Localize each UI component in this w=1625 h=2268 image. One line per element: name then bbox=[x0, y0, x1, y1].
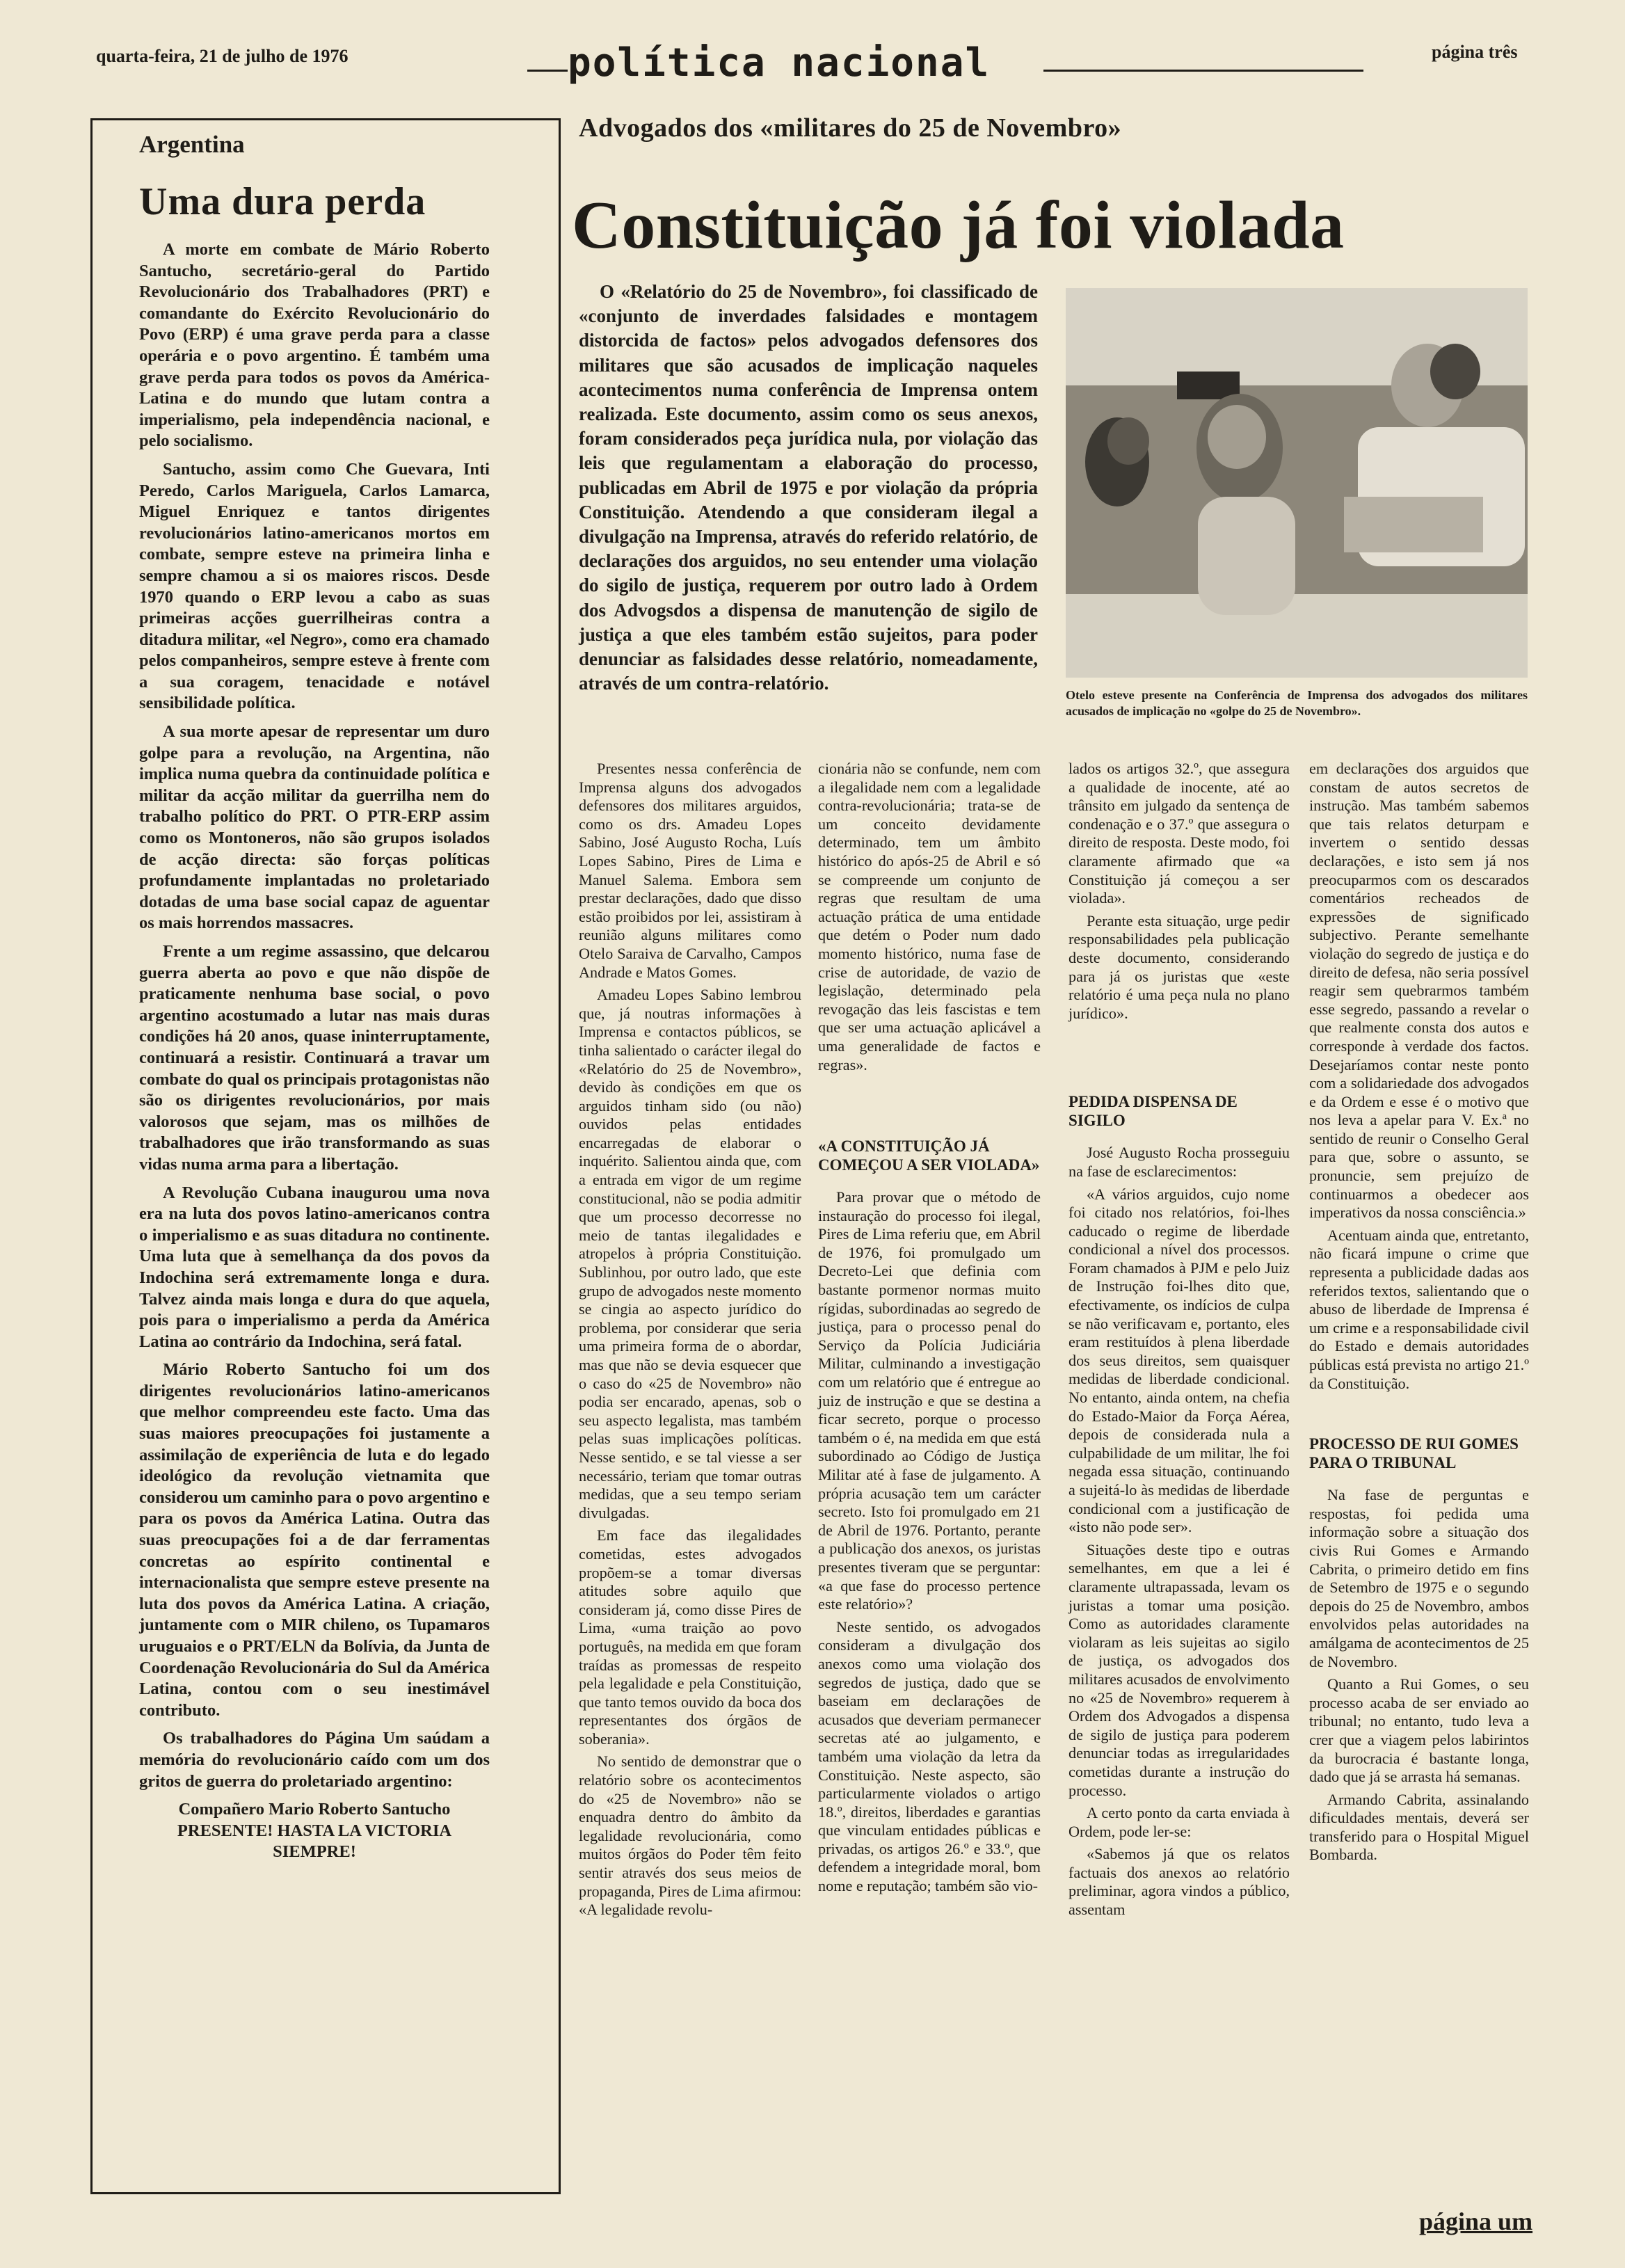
page-label: página três bbox=[1432, 42, 1518, 62]
col4-paragraph: Na fase de perguntas e respostas, foi pedida uma informação sobre a situação dos civis Rui Gomes e Armando Cabrita, o primeiro detido em fins de Setembro de 1975 e o segundo depois do 25 de Novembro, ambos envolvidos pelas autoridades na amálgama de acontecimentos de 25 de Novembro. bbox=[1309, 1486, 1529, 1670]
article-column-1 bbox=[579, 760, 801, 1924]
col3-subheading: PEDIDA DISPENSA DE SIGILO bbox=[1068, 1093, 1238, 1130]
col2-paragraph: cionária não se confunde, nem com a ilegalidade nem com a legalidade contra-revolucionária; trata-se de um conceito devidamente determinado, tem um âmbito histórico do após-25 de Abril e só se compreende um conjunto de regras que resultam de uma actuação prática de uma entidade que detém o Poder num dado momento histórico, numa fase de crise de autoridade, de vazio de legislação, determinado pela revogação das leis fascistas e tem que ser uma actuação aplicável a uma generalidade de factos e regras». bbox=[818, 760, 1041, 1073]
article-kicker: Advogados dos «militares do 25 de Novembro» bbox=[579, 113, 1122, 143]
col1-paragraph: Em face das ilegalidades cometidas, estes advogados propõem-se a tomar diversas atitudes sobre aquilo que consideram já, como disse Pires de Lima, «uma traição ao povo português, na medida em que foram traídas as promessas de respeito pela legalidade e pela Constituição, que tanto temos ouvido da boca dos representantes dos órgãos de soberania». bbox=[579, 1526, 801, 1748]
col4-paragraph: em declarações dos arguidos que constam de autos secretos de instrução. Mas também sabemos que tais relatos deturpam e invertem o sentido dessas declarações, e isto sem já nos preocuparmos com os descarados comentários recheados de expressões de significado subjectivo. Perante semelhante violação do segredo de justiça e do direito de defesa, não seria possível reagir sem quebrarmos também esse segredo, passando a revelar o que realmente consta dos autos e corresponde à verdade dos factos. Desejaríamos contar neste ponto com a solidariedade dos advogados e da Ordem e esse é o motivo que nos leva a apelar para V. Ex.ª no sentido de reunir o Conselho Geral para que, sobre o assunto, se pronuncie, sem prejuízo de continuarmos a obedecer aos imperativos da nossa consciência.» bbox=[1309, 760, 1529, 1222]
sidebar-paragraph: A Revolução Cubana inaugurou uma nova era na luta dos povos latino-americanos contra o imperialismo e as suas ditadura no continente. Uma luta que à semelhança da dos povos da Indochina será extremamente longa e dura. Talvez ainda mais longa e dura do que aquela, pois para o imperialismo a perda da América Latina ao contrário da Indochina, será fatal. bbox=[139, 1183, 490, 1351]
footer-brand: página um bbox=[1419, 2207, 1533, 2235]
photo-illustration bbox=[1066, 288, 1528, 678]
col4-paragraph: Quanto a Rui Gomes, o seu processo acaba de ser enviado ao tribunal; no entanto, tudo leva a crer que a viagem pelos labirintos da burocracia é bastante longa, dado que já se arrasta há semanas. bbox=[1309, 1675, 1529, 1786]
article-photo bbox=[1066, 288, 1528, 678]
sidebar-paragraph: A sua morte apesar de representar um duro golpe para a revolução, na Argentina, não implica numa quebra da continuidade política e militar da acção militar da guerrilha nem do trabalho político do PRT. O PTR-ERP assim como os Montoneros, não são grupos isolados de acção directa: são forças políticas profundamente implantadas no proletariado dotadas de uma base social capaz de aguentar os mais horrendos massacres. bbox=[139, 722, 490, 933]
header-rule-right bbox=[1043, 70, 1363, 72]
col3-paragraph: Situações deste tipo e outras semelhantes, em que a lei é claramente ultrapassada, levam os juristas a tomar uma posição. Como as autoridades claramente violaram as leis sujeitas ao sigilo de justiça, os advogados dos militares acusados de envolvimento no «25 de Novembro» requerem à Ordem dos Advogados a dispensa de sigilo de justiça para poderem denunciar todas as irregularidades cometidas durante a instrução do processo. bbox=[1068, 1540, 1290, 1799]
col2-paragraph: Para provar que o método de instauração do processo foi ilegal, Pires de Lima referiu que, em Abril de 1976, foi promulgado um Decreto-Lei que definia com bastante pormenor normas muito rígidas, subordinadas ao segredo de justiça, para o processo penal do Serviço da Polícia Judiciária Militar, culminando a investigação com um relatório que é entregue ao juiz de instrução e que se destina a ficar secreto, porque o processo também o é, na medida em que está subordinado ao Código de Justiça Militar até à fase de julgamento. A própria acusação tem um carácter secreto. Isto foi promulgado em 21 de Abril de 1976. Portanto, perante a publicação dos anexos, os juristas presentes tiveram que se perguntar: «a que fase do processo pertence este relatório»? bbox=[818, 1188, 1041, 1613]
header-rule-left bbox=[527, 70, 568, 72]
sidebar-closing: Compañero Mario Roberto Santucho PRESENTE! HASTA LA VICTORIA SIEMPRE! bbox=[177, 1800, 452, 1862]
sidebar-paragraph: Frente a um regime assassino, que delcarou guerra aberta ao povo e que não dispõe de praticamente nenhuma base social, o povo argentino acostumado a lutar nas mais duras condições há 20 anos, quase ininterruptamente, continuará a resistir. Continuará a travar um combate do qual os principais protagonistas não são os dirigentes revolucionários, por mais valorosos que sejam, mas os milhões de trabalhadores que irão transformando as suas vidas numa arma para a libertação. bbox=[139, 942, 490, 1174]
photo-caption: Otelo esteve presente na Conferência de Imprensa dos advogados dos militares acusados de implicação no «golpe do 25 de Novembro». bbox=[1066, 688, 1528, 718]
col2-paragraph: Neste sentido, os advogados consideram a divulgação dos anexos como uma violação dos segredos de justiça, dado que se baseiam em declarações de acusados que deveriam permanecer secretas até ao julgamento, e também uma violação da letra da Constituição. Neste aspecto, são particularmente violados o artigo 18.º, direitos, liberdades e garantias que vinculam entidades públicas e privadas, os artigos 26.º e 33.º, que defendem a integridade moral, bom nome e reputação; também são vio- bbox=[818, 1618, 1041, 1895]
article-lead bbox=[579, 280, 1038, 696]
section-title: política nacional bbox=[568, 40, 991, 86]
sidebar-paragraph: Santucho, assim como Che Guevara, Inti Peredo, Carlos Mariguela, Carlos Lamarca, Miguel Enriquez e tantos dirigentes revolucionários latino-americanos mortos em combate, sempre esteve na primeira linha e sempre chamou a si os maiores riscos. Desde 1970 quando o ERP levou a cabo as suas primeiras acções guerrilheiras contra a ditadura militar, «el Negro», como era chamado pelos companheiros, sempre esteve à frente com a sua coragem, tenacidade e notável sensibilidade política. bbox=[139, 459, 490, 713]
col2-subheading: «A CONSTITUIÇÃO JÁ COMEÇOU A SER VIOLADA» bbox=[818, 1137, 1040, 1174]
col3-paragraph: lados os artigos 32.º, que assegura a qualidade de inocente, até ao trânsito em julgado da sentença de condenação e o 37.º que assegura o direito de resposta. Deste modo, foi claramente afirmado que «a Constituição já começou a ser violada». bbox=[1068, 760, 1290, 907]
sidebar-paragraph: A morte em combate de Mário Roberto Santucho, secretário-geral do Partido Revolucionário dos Trabalhadores (PRT) e comandante do Exército Revolucionário do Povo (ERP) é uma grave perda para a classe operária e o povo argentino. É também uma grave perda para todos os povos da América-Latina e do mundo que lutam contra a imperialismo, pela independência nacional, e pelo socialismo. bbox=[139, 240, 490, 451]
article-headline: Constituição já foi violada bbox=[572, 188, 1345, 263]
col3-paragraph: A certo ponto da carta enviada à Ordem, pode ler-se: bbox=[1068, 1804, 1290, 1840]
sidebar-body bbox=[139, 239, 490, 1870]
sidebar-paragraph: Mário Roberto Santucho foi um dos dirigentes revolucionários latino-americanos que melhor compreendeu este facto. Uma das suas maiores preocupações foi justamente a assimilação de experiência de luta e do legado ideológico da revolução vietnamita que considerou um caminho para o povo argentino e para os povos da América Latina. Outra das suas preocupações foi a de dar ferramentas concretas ao espírito continental e internacionalista que sempre esteve presente na luta dos povos da América Latina. A criação, juntamente com o MIR chileno, os Tupamaros uruguaios e o PRT/ELN da Bolívia, da Junta de Coordenação Revolucionária do Sul da América Latina, contou com o seu inestimável contributo. bbox=[139, 1360, 490, 1720]
col4-paragraph: Armando Cabrita, assinalando dificuldades mentais, deverá ser transferido para o Hospital Miguel Bombarda. bbox=[1309, 1790, 1529, 1864]
col3-paragraph: Perante esta situação, urge pedir responsabilidades pela publicação deste documento, considerando para já os juristas que «este relatório é uma peça nula no plano jurídico». bbox=[1068, 911, 1290, 1022]
col1-paragraph: No sentido de demonstrar que o relatório sobre os acontecimentos do «25 de Novembro» não se enquadra dentro do âmbito da legalidade revolucionária, como muitos órgãos do Poder têm feito sentir através dos seus meios de propaganda, Pires de Lima afirmou: «A legalidade revolu- bbox=[579, 1752, 801, 1919]
article-column-3 bbox=[1068, 760, 1290, 1924]
sidebar-kicker: Argentina bbox=[139, 131, 245, 158]
col4-paragraph: Acentuam ainda que, entretanto, não ficará impune o crime que representa a publicidade dadas aos referidos textos, salientando que o abuso de liberdade de Imprensa é um crime e a responsabilidade civil do Estado e demais autoridades públicas está prevista no artigo 21.º da Constituição. bbox=[1309, 1226, 1529, 1392]
col3-paragraph: José Augusto Rocha prosseguiu na fase de esclarecimentos: bbox=[1068, 1144, 1290, 1180]
header-date: quarta-feira, 21 de julho de 1976 bbox=[96, 46, 349, 66]
col1-paragraph: Presentes nessa conferência de Imprensa alguns dos advogados defensores dos militares arguidos, como os drs. Amadeu Lopes Sabino, José Augusto Rocha, Luís Lopes Sabino, Pires de Lima e Manuel Salema. Embora sem prestar declarações, dado que disso estão proibidos por lei, assistiram à reunião alguns militares como Otelo Saraiva de Carvalho, Campos Andrade e Matos Gomes. bbox=[579, 760, 801, 981]
article-column-2 bbox=[818, 760, 1041, 1900]
col1-paragraph: Amadeu Lopes Sabino lembrou que, já noutras informações à Imprensa e contactos públicos, se tinha salientado o carácter ilegal do «Relatório do 25 de Novembro», devido às condições em que os arguidos tinham sido (ou não) ouvidos pelas entidades encarregadas de elaborar o inquérito. Salientou ainda que, com a entrada em vigor de um regime constitucional, não se podia admitir que um processo decorresse no meio de tantas ilegalidades e atropelos à própria Constituição. Sublinhou, por outro lado, que este grupo de advogados neste momento se cingia ao aspecto jurídico do problema, por considerar que seria uma primeira forma de o abordar, mas que não se devia esquecer que o caso do «25 de Novembro» não podia ser encarado, apenas, sob o seu aspecto legalista, mas também pelas suas implicações políticas. Nesse sentido, e se tal viesse a ser necessário, teriam que tomar outras medidas, que a seu tempo seriam divulgadas. bbox=[579, 986, 801, 1522]
col4-subheading: PROCESSO DE RUI GOMES PARA O TRIBUNAL bbox=[1309, 1435, 1519, 1472]
article-column-4 bbox=[1309, 760, 1529, 1869]
sidebar-title: Uma dura perda bbox=[139, 180, 426, 223]
col3-paragraph: «A vários arguidos, cujo nome foi citado nos relatórios, foi-lhes caducado o regime de liberdade condicional a nível dos processos. Foram chamados à PJM e pelo Juiz de Instrução foi-lhes dito que, efectivamente, os indícios de culpa se não verificavam e, portanto, eles eram restituídos à plena liberdade dos seus direitos, sem quaisquer medidas de liberdade condicional. No entanto, ainda ontem, na chefia do Estado-Maior da Força Aérea, depois de considerada nula a culpabilidade de um militar, lhe foi negada essa situação, continuando a sujeitá-lo às medidas de liberdade condicional com a justificação de «isto não pode ser». bbox=[1068, 1185, 1290, 1536]
sidebar-paragraph: Os trabalhadores do Página Um saúdam a memória do revolucionário caído com um dos gritos de guerra do proletariado argentino: bbox=[139, 1729, 490, 1791]
lead-paragraph: O «Relatório do 25 de Novembro», foi classificado de «conjunto de inverdades falsidades e montagem distorcida de factos» pelos advogados defensores dos militares que são acusados de implicação naqueles acontecimentos numa conferência de Imprensa ontem realizada. Este documento, assim como os seus anexos, foram considerados peça jurídica nula, por violação das leis que regulamentam a elaboração do processo, publicadas em Abril de 1975 e por violação da própria Constituição. Atendendo a que consideram ilegal a divulgação na Imprensa, através do referido relatório, de declarações dos arguidos, no seu entender uma violação do sigilo de justiça, requerem por outro lado à Ordem dos Advogsdos a dispensa de manutenção de sigilo de justiça a que eles também estão sujeitos, para poder denunciar as falsidades desse relatório, nomeadamente, através de um contra-relatório. bbox=[579, 281, 1038, 694]
col3-paragraph: «Sabemos já que os relatos factuais dos anexos ao relatório preliminar, agora vindos a público, assentam bbox=[1068, 1845, 1290, 1919]
